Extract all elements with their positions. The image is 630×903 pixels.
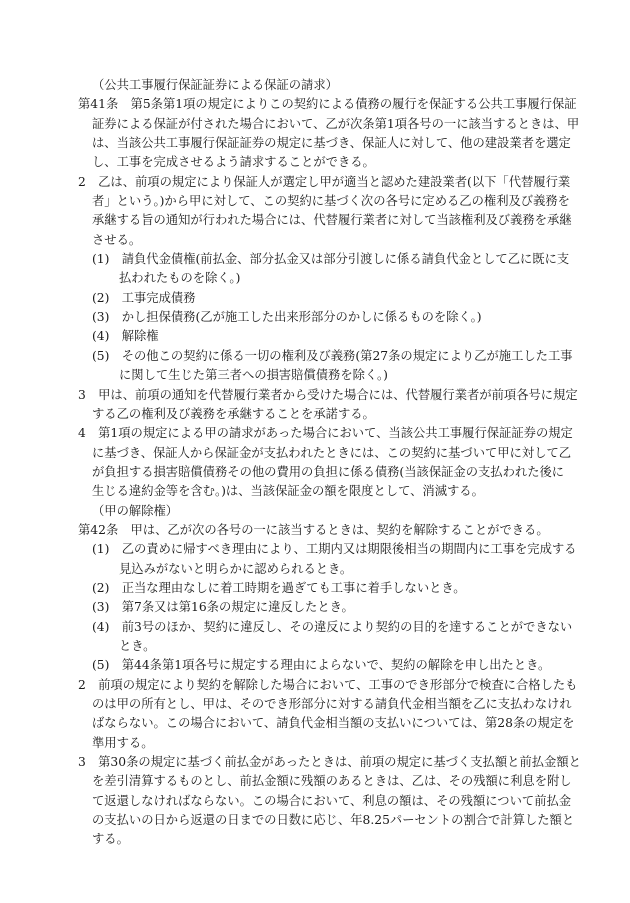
- item-line: (5) その他この契約に係る一切の権利及び義務(第27条の規定により乙が施工した工事: [92, 348, 573, 363]
- paragraph-line: を差引清算するものとし、前払金額に残額のあるときは、乙は、その残額に利息を附し: [92, 774, 572, 789]
- item-line: とき。: [119, 638, 156, 653]
- item-line: (4) 前3号のほか、契約に違反し、その違反により契約の目的を達することができない: [92, 619, 573, 634]
- article-line: 証券による保証が付された場合において、乙が次条第1項各号の一に該当するときは、甲: [92, 116, 580, 131]
- paragraph-42-2: [0, 676, 630, 753]
- article-42: [0, 521, 630, 540]
- item-line: (5) 第44条第1項各号に規定する理由によらないで、契約の解除を申し出たとき。: [92, 658, 551, 673]
- paragraph-41-3: [0, 386, 630, 425]
- paragraph-line: て返還しなければならない。この場合において、利息の額は、その残額について前払金: [92, 793, 572, 808]
- paragraph-line: ばならない。この場合において、請負代金相当額の支払いについては、第28条の規定を: [92, 716, 575, 731]
- item-line: 払われたものを除く。): [119, 271, 241, 286]
- paragraph-42-3: [0, 753, 630, 850]
- item-42-1-2: [0, 579, 630, 598]
- paragraph-41-2: [0, 173, 630, 250]
- item-line: (1) 乙の責めに帰すべき理由により、工期内又は期限後相当の期間内に工事を完成する: [92, 542, 577, 557]
- paragraph-line: させる。: [92, 232, 142, 247]
- paragraph-line: の支払いの日から返還の日までの日数に応じ、年8.25パーセントの割合で計算した額と: [92, 813, 575, 828]
- item-41-2-2: [0, 289, 630, 308]
- paragraph-line: 3 甲は、前項の通知を代替履行業者から受けた場合には、代替履行業者が前項各号に規定: [78, 387, 578, 402]
- paragraph-line: が負担する損害賠償債務その他の費用の負担に係る債務(当該保証金の支払われた後に: [92, 464, 565, 479]
- item-line: (4) 解除権: [92, 329, 159, 344]
- paragraph-line: する乙の権利及び義務を承継することを承諾する。: [92, 406, 375, 421]
- paragraph-line: 準用する。: [92, 735, 154, 750]
- item-line: (3) 第7条又は第16条の規定に違反したとき。: [92, 600, 354, 615]
- item-line: 見込みがないと明らかに認められるとき。: [119, 561, 353, 576]
- paragraph-line: 2 乙は、前項の規定により保証人が選定し甲が適当と認めた建設業者(以下「代替履行業: [78, 174, 571, 189]
- caption-article-41: [0, 76, 630, 95]
- article-line: 第41条 第5条第1項の規定によりこの契約による債務の履行を保証する公共工事履行保証: [78, 97, 577, 112]
- paragraph-line: する。: [92, 832, 129, 847]
- paragraph-line: 2 前項の規定により契約を解除した場合において、工事のでき形部分で検査に合格したも: [78, 677, 578, 692]
- caption-line: （甲の解除権）: [92, 503, 179, 518]
- paragraph-line: のは甲の所有とし、甲は、そのでき形部分に対する請負代金相当額を乙に支払わなけれ: [92, 697, 572, 711]
- article-41: [0, 95, 630, 172]
- item-41-2-4: [0, 327, 630, 346]
- paragraph-line: 3 第30条の規定に基づく前払金があったときは、前項の規定に基づく支払額と前払金額と: [78, 755, 581, 770]
- item-42-1-3: [0, 598, 630, 617]
- article-line: は、当該公共工事履行保証証券の規定に基づき、保証人に対して、他の建設業者を選定: [92, 136, 571, 151]
- item-42-1-5: [0, 656, 630, 675]
- paragraph-line: 承継する旨の通知が行われた場合には、代替履行業者に対して当該権利及び義務を承継: [92, 213, 572, 228]
- item-42-1-4: [0, 618, 630, 657]
- paragraph-line: に基づき、保証人から保証金が支払われたときには、この契約に基づいて甲に対して乙: [92, 445, 572, 460]
- paragraph-41-4: [0, 424, 630, 501]
- item-line: (1) 請負代金債権(前払金、部分払金又は部分引渡しに係る請負代金として乙に既に支: [92, 252, 570, 267]
- article-line: し、工事を完成させるよう請求することができる。: [92, 155, 375, 170]
- item-41-2-5: [0, 347, 630, 386]
- item-line: (2) 正当な理由なしに着工時期を過ぎても工事に着手しないとき。: [92, 580, 466, 595]
- caption-line: （公共工事履行保証証券による保証の請求）: [92, 78, 338, 92]
- item-42-1-1: [0, 540, 630, 579]
- item-41-2-1: [0, 250, 630, 289]
- item-line: (2) 工事完成債務: [92, 290, 196, 305]
- paragraph-line: 者」という。)から甲に対して、この契約に基づく次の各号に定める乙の権利及び義務を: [92, 194, 570, 209]
- item-line: (3) かし担保債務(乙が施工した出来形部分のかしに係るものを除く。): [92, 310, 482, 325]
- article-line: 第42条 甲は、乙が次の各号の一に該当するときは、契約を解除することができる。: [78, 522, 549, 537]
- item-41-2-3: [0, 308, 630, 327]
- paragraph-line: 生じる違約金等を含む。)は、当該保証金の額を限度として、消滅する。: [92, 484, 484, 499]
- paragraph-line: 4 第1項の規定による甲の請求があった場合において、当該公共工事履行保証証券の規定: [78, 426, 573, 441]
- item-line: に関して生じた第三者への損害賠償債務を除く。): [119, 368, 388, 383]
- caption-article-42: [0, 502, 630, 521]
